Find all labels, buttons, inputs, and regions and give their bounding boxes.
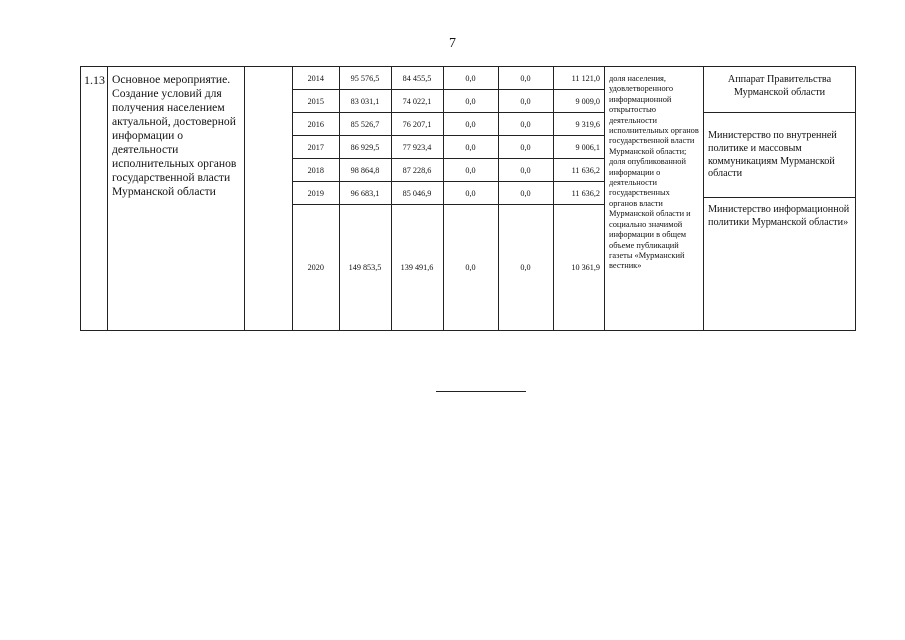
- funding-row: [293, 113, 604, 136]
- funding-local: 0,0: [498, 182, 553, 205]
- funding-local: 0,0: [498, 205, 553, 331]
- program-table: [80, 66, 856, 331]
- funding-row: [293, 67, 604, 90]
- funding-federal: 0,0: [443, 90, 498, 113]
- funding-federal: 0,0: [443, 159, 498, 182]
- executor-internal-policy: Министерство по внутренней политике и массовым коммуникациям Мурманской области: [704, 112, 855, 198]
- funding-other: 9 006,1: [553, 136, 604, 159]
- funding-year: 2015: [293, 90, 339, 113]
- funding-year: 2020: [293, 205, 339, 331]
- funding-regional: 84 455,5: [391, 67, 443, 90]
- funding-row: [293, 159, 604, 182]
- funding-regional: 74 022,1: [391, 90, 443, 113]
- funding-other: 11 636,2: [553, 182, 604, 205]
- funding-local: 0,0: [498, 67, 553, 90]
- funding-local: 0,0: [498, 113, 553, 136]
- funding-local: 0,0: [498, 136, 553, 159]
- funding-total: 86 929,5: [339, 136, 391, 159]
- funding-year: 2014: [293, 67, 339, 90]
- funding-local: 0,0: [498, 159, 553, 182]
- indicators-text: доля населения, удовлетворенного информационной открытостью деятельности исполнительных органов государственной власти Мурманской области; доля опубликованной информации о деятельности государственных органов власти Мурманской области и социально значимой информации в общем объеме публикаций газеты «Мурманский вестник»: [605, 67, 704, 331]
- funding-total: 95 576,5: [339, 67, 391, 90]
- page-number: 7: [449, 36, 456, 51]
- funding-year: 2019: [293, 182, 339, 205]
- funding-other: 9 009,0: [553, 90, 604, 113]
- funding-total: 98 864,8: [339, 159, 391, 182]
- funding-total: 96 683,1: [339, 182, 391, 205]
- funding-regional: 76 207,1: [391, 113, 443, 136]
- closing-rule: [436, 391, 526, 392]
- funding-regional: 77 923,4: [391, 136, 443, 159]
- executor-apparatus: Аппарат Правительства Мурманской области: [727, 74, 832, 98]
- funding-local: 0,0: [498, 90, 553, 113]
- row-number: 1.13: [81, 67, 108, 331]
- funding-cell: [293, 67, 605, 331]
- funding-row: [293, 136, 604, 159]
- funding-federal: 0,0: [443, 136, 498, 159]
- funding-row: [293, 205, 604, 331]
- funding-total: 85 526,7: [339, 113, 391, 136]
- funding-regional: 85 046,9: [391, 182, 443, 205]
- funding-year: 2018: [293, 159, 339, 182]
- funding-federal: 0,0: [443, 205, 498, 331]
- funding-total: 149 853,5: [339, 205, 391, 331]
- executors-cell: [704, 67, 856, 331]
- funding-row: [293, 182, 604, 205]
- funding-other: 10 361,9: [553, 205, 604, 331]
- funding-regional: 139 491,6: [391, 205, 443, 331]
- funding-federal: 0,0: [443, 182, 498, 205]
- funding-total: 83 031,1: [339, 90, 391, 113]
- funding-year: 2016: [293, 113, 339, 136]
- funding-table: [293, 67, 604, 330]
- executor-info-policy: Министерство информационной политики Мурманской области»: [708, 204, 850, 228]
- funding-year: 2017: [293, 136, 339, 159]
- funding-other: 9 319,6: [553, 113, 604, 136]
- funding-other: 11 636,2: [553, 159, 604, 182]
- funding-federal: 0,0: [443, 113, 498, 136]
- funding-federal: 0,0: [443, 67, 498, 90]
- funding-row: [293, 90, 604, 113]
- funding-other: 11 121,0: [553, 67, 604, 90]
- measure-name: Основное мероприятие. Создание условий для получения населением актуальной, достоверной информации о деятельности исполнительных органов государственной власти Мурманской области: [108, 67, 245, 331]
- empty-column: [245, 67, 293, 331]
- funding-regional: 87 228,6: [391, 159, 443, 182]
